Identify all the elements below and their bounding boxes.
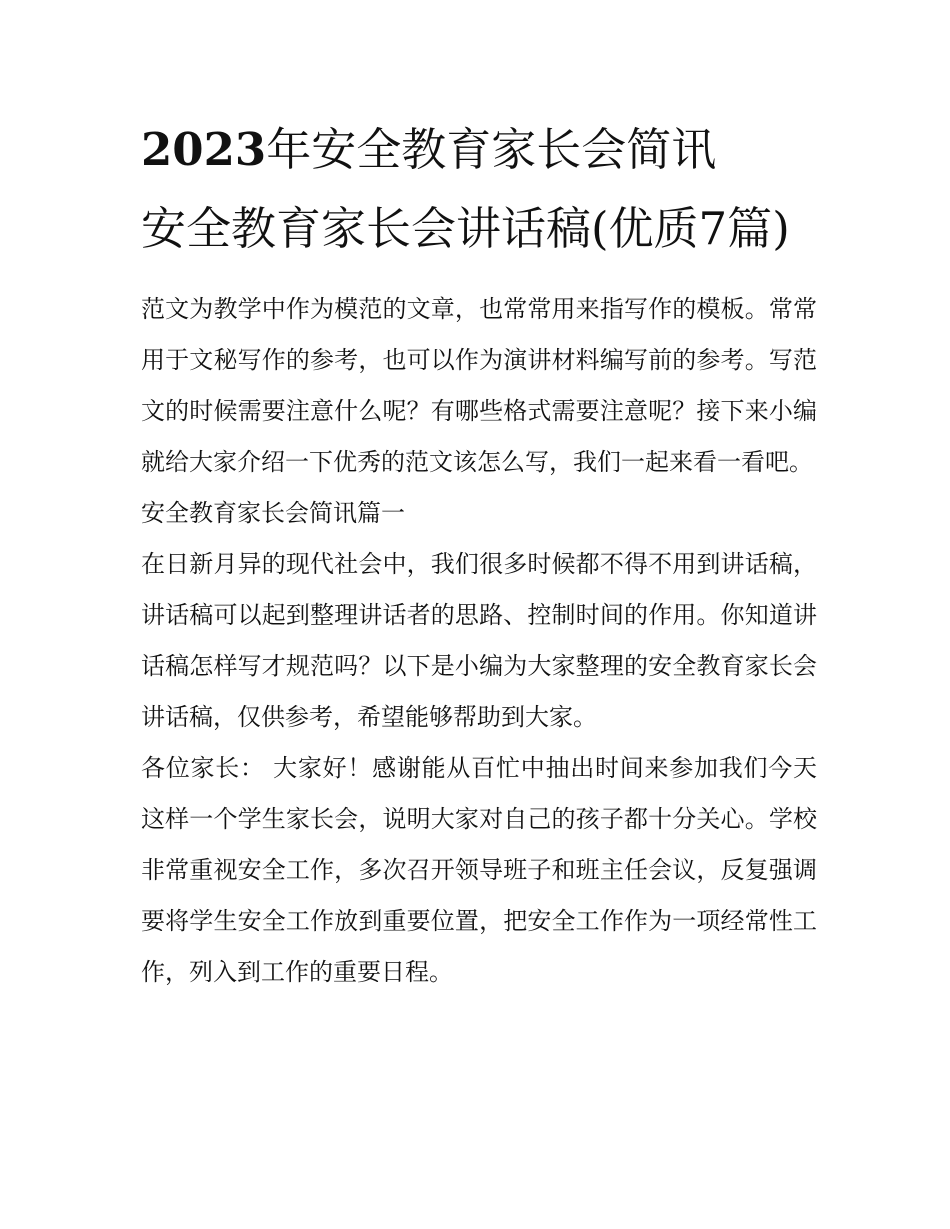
paragraph-speech-intro: 在日新月异的现代社会中，我们很多时候都不得不用到讲话稿，讲话稿可以起到整理讲话者的思路、控制时间的作用。你知道讲话稿怎样写才规范吗？以下是小编为大家整理的安全教育家长会讲话稿，仅供参考，希望能够帮助到大家。 — [141, 550, 817, 731]
section-heading: 安全教育家长会简讯篇一 — [141, 499, 405, 527]
title-year: 2023 — [141, 123, 267, 176]
paragraph-intro: 范文为教学中作为模范的文章，也常常用来指写作的模板。常常用于文秘写作的参考，也可以作为演讲材料编写前的参考。写范文的时候需要注意什么呢？有哪些格式需要注意呢？接下来小编就给大家介绍一下优秀的范文该怎么写，我们一起来看一看吧。 — [141, 295, 817, 476]
document-title — [141, 110, 817, 268]
title-line-2: 安全教育家长会讲话稿(优质7篇) — [141, 202, 790, 255]
document-body — [141, 284, 817, 998]
title-line-1: 年安全教育家长会简讯 — [266, 123, 717, 176]
document-page — [141, 110, 817, 998]
paragraph-speech-body: 各位家长： 大家好！感谢能从百忙中抽出时间来参加我们今天这样一个学生家长会，说明大家对自己的孩子都十分关心。学校非常重视安全工作，多次召开领导班子和班主任会议，反复强调要将学生安全工作放到重要位置，把安全工作作为一项经常性工作，列入到工作的重要日程。 — [141, 754, 817, 986]
